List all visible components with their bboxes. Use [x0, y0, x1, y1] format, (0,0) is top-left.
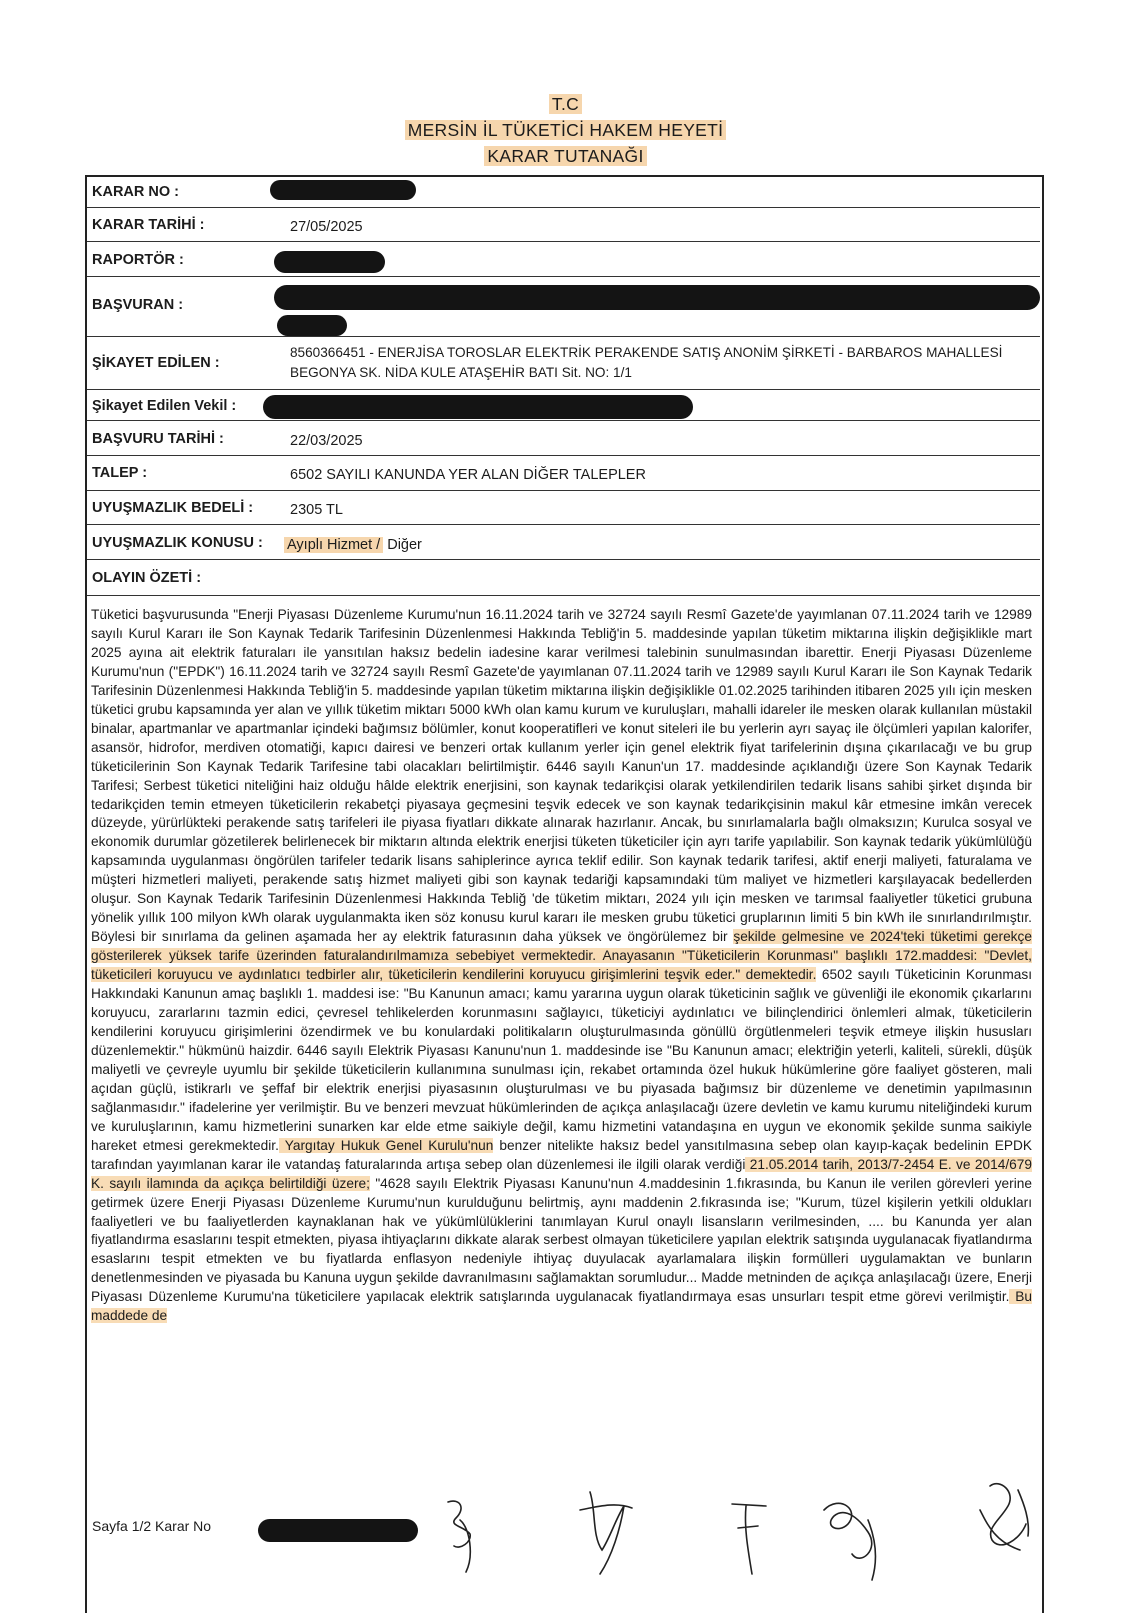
summary-text-1: Tüketici başvurusunda "Enerji Piyasası Düzenleme Kurumu'nun 16.11.2024 tarih ve 32724 sayılı Resmî Gazete'de yayımlanan 07.11.2024 tarih ve 12989 sayılı Kurul Kararı ile Son Kaynak Tedarik Tarifesinin Düzenlenmesi Hakkında Tebliğ'in 5. maddesinde yapılan tüketim miktarına ilişkin değişiklikle mart 2025 ayına ait elektrik faturaları ile yansıtılan haksız bedelin iadesine karar verilmesi talebinin sunulmasından ibarettir. Enerji Piyasası Düzenleme Kurumu'nun ("EPDK") 16.11.2024 tarih ve 32724 sayılı Resmî Gazete'de yayımlanan 07.11.2024 tarih ve 12989 sayılı Kurul Kararı ile Son Kaynak Tedarik Tarifesinin Düzenlenmesi Hakkında Tebliğ'in 5. maddesinde yapılan tüketim miktarına ilişkin değişiklikle 01.02.2025 tarihinden itibaren 2025 yılı için mesken tüketici grubu kapsamında yer alan ve yıllık tüketim miktarı 5000 kWh olan kamu kurum ve kuruluşları, mahalli idareler ile mesken olarak kullanılan müstakil binalar, apartmanlar ve apartmanlar içindeki bağımsız bölümler, konut kooperatifleri ve konut siteleri ile bu yerlerin ayrı sayaç ile ölçümleri yapılan kalorifer, asansör, hidrofor, merdiven otomatiği, kapıcı dairesi ve benzeri ortak kullanım yerler için genel elektrik fiyat tarifelerinin dışına çıkarılacağı ve bu grup tüketicilerinin Son Kaynak Tedarik Tarifesine tabi olacakları belirtilmiştir. 6446 sayılı Kanun'un 17. maddesinde açıklandığı üzere Son Kaynak Tedarik Tarifesi; Serbest tüketici niteliğini haiz olduğu hâlde elektrik enerjisini, son kaynak tedarikçisi olarak yetkilendirilen tedarik lisans sahibi şirket dışında bir tedarikçiden temin etmeyen tüketicilerin rekabetçi piyasaya geçmesini teşvik edecek ve son kaynak tedarikçisinin makul kâr etmesine imkân verecek düzeyde, yürürlükteki perakende satış tarifeleri ile piyasa fiyatları dikkate alınarak hazırlanır. Ancak, bu sınırlamalarla bağlı olmaksızın; Kurulca sosyal ve ekonomik durumlar gözetilerek belirlenecek bir miktarın altında elektrik enerjisi tüketen tüketiciler için ayrı tarife yapılabilir. Son kaynak tedarik yükümlülüğü kapsamında uygulanması öngörülen tarifeler tedarik lisans sahiplerince ayrıca teklif edilir. Son kaynak tedarik tarifesi, aktif enerji maliyeti, faturalama ve müşteri hizmetleri maliyeti, perakende satış hizmet maliyeti gibi son kaynak tedariği kapsamındaki tüm maliyet ve hizmetleri karşılayacak bedellerden oluşur. Son Kaynak Tedarik Tarifesinin Düzenlenmesi Hakkında Tebliğ 'de tüketim miktarı, 2024 yılı için mesken ve tarımsal faaliyetler tüketici grubuna yönelik yıllık 100 milyon kWh olarak uygulanmakta iken söz konusu kurul kararı ile mesken grubu tüketici gruplarının limiti 5 bin kWh ile sınırlandırılmıştır. Böylesi bir sınırlama da gelinen aşamada her ay elektrik faturasının daha yüksek ve öngörülemez bir [91, 607, 1032, 945]
karar-tarihi-label: KARAR TARİHİ : [92, 217, 205, 233]
summary-text-3: benzer nitelikte haksız bedel yansıtılmasına sebep olan kayıp-kaçak bedelinin EPDK tarafından yayımlanan karar ile vatandaş faturalarında artışa sebep olan düzenlemesi ile ilgili olarak verdiği [91, 1137, 1033, 1172]
konu-value-highlighted: Ayıplı Hizmet / [284, 537, 383, 553]
row-divider [87, 524, 1040, 525]
redaction [270, 180, 416, 200]
konu-label: UYUŞMAZLIK KONUSU : [92, 535, 263, 551]
summary-highlight-2: Yargıtay Hukuk Genel Kurulu'nun [278, 1137, 494, 1153]
row-divider [87, 207, 1040, 208]
talep-value: 6502 SAYILI KANUNDA YER ALAN DİĞER TALEPLER [290, 467, 646, 483]
sikayet-edilen-line2: BEGONYA SK. NİDA KULE ATAŞEHİR BATI Sit. NO: 1/1 [290, 365, 632, 380]
sikayet-edilen-label: ŞİKAYET EDİLEN : [92, 355, 220, 371]
summary-highlight-1: şekilde gelmesine ve 2024'teki tüketimi gerekçe gösterilerek yüksek tarife üzerinden faturalandırılmamıza sebebiyet vermektedir. Anayasanın "Tüketicilerin Korunması" başlıklı 172.maddesi: "Devlet, tüketicileri koruyucu ve aydınlatıcı tedbirler alır, tüketicilerin kendilerini koruyucu girişimlerini teşvik eder." demektedir. [91, 929, 1032, 983]
basvuru-tarihi-value: 22/03/2025 [290, 433, 363, 449]
bedel-value: 2305 TL [290, 502, 343, 518]
row-divider [87, 241, 1040, 242]
redaction [274, 251, 385, 273]
summary-highlight-3: 21.05.2014 tarih, 2013/7-2454 E. ve 2014/679 K. sayılı ilamında da açıkça belirtildiği üzere; [91, 1156, 1032, 1191]
signature-1 [448, 1501, 470, 1572]
row-divider [87, 276, 1040, 277]
karar-tarihi-value: 27/05/2025 [290, 219, 363, 235]
raportor-label: RAPORTÖR : [92, 252, 184, 268]
bedel-label: UYUŞMAZLIK BEDELİ : [92, 500, 254, 516]
row-divider [87, 490, 1040, 491]
row-divider [87, 336, 1040, 337]
page-footer [92, 1518, 211, 1534]
konu-value-other: Diğer [387, 537, 422, 553]
ozet-label: OLAYIN ÖZETİ : [92, 570, 202, 586]
signature-3 [732, 1504, 766, 1574]
signature-5 [980, 1484, 1028, 1550]
signatures [420, 1480, 1040, 1590]
basvuru-tarihi-label: BAŞVURU TARİHİ : [92, 431, 224, 447]
sikayet-edilen-line1: 8560366451 - ENERJİSA TOROSLAR ELEKTRİK PERAKENDE SATIŞ ANONİM ŞİRKETİ - BARBAROS MAHALLESİ [290, 345, 1003, 360]
signature-4 [824, 1503, 875, 1580]
summary-text-4: "4628 sayılı Elektrik Piyasası Kanunu'nun 4.maddesinin 1.fıkrasında, bu Kanun ile verilen görevleri yerine getirmek üzere Enerji Piyasası Düzenleme Kurumu'nun kurulduğunu belirtmiş, aynı maddenin 2.fıkrasında ise; "Kurum, tüzel kişilerin yetkili oldukları faaliyetleri ve bu faaliyetlerden kaynaklanan hak ve yükümlülüklerini tanımlayan Kurul onaylı lisansların verilmesinden, .... bu Kanunda yer alan fiyatlandırma esaslarını tespit etmekten, piyasa ihtiyaçlarını dikkate alarak serbest olmayan tüketicilere yapılan elektrik satışında uygulanacak fiyatlandırma esaslarını tespit etmekten ve bu fiyatlarda enflasyon nedeniyle ihtiyaç duyulacak ayarlamalara ilişkin formülleri uygulamaktan ve bunların denetlenmesinden ve piyasada bu Kanuna uygun şekilde davranılmasını sağlamaktan sorumludur... Madde metninden de açıkça anlaşılacağı üzere, Enerji Piyasası Düzenleme Kurumu'na tüketicilere yapılacak elektrik satışlarında uygulanacak fiyatlandırmaya esas unsurları tespit etme görevi verilmiştir. [91, 1175, 1032, 1305]
karar-no-label: KARAR NO : [92, 184, 179, 200]
signature-2 [580, 1492, 632, 1574]
basvuran-label: BAŞVURAN : [92, 297, 184, 313]
row-divider [87, 595, 1040, 596]
row-divider [87, 455, 1040, 456]
header-title: MERSİN İL TÜKETİCİ HAKEM HEYETİ [0, 120, 1131, 141]
redaction [263, 395, 693, 419]
redaction [274, 285, 1040, 310]
summary-paragraph [91, 606, 1032, 1326]
header-subtitle: KARAR TUTANAĞI [0, 146, 1131, 167]
vekil-label: Şikayet Edilen Vekil : [92, 398, 237, 414]
redaction [258, 1519, 418, 1542]
konu-value [284, 537, 422, 553]
row-divider [87, 389, 1040, 390]
summary-text-2: 6502 sayılı Tüketicinin Korunması Hakkındaki Kanunun amaç başlıklı 1. maddesi ise: "Bu Kanunun amacı; kamu yararına uygun olarak tüketicinin sağlık ve güvenliği ile ekonomik çıkarlarını koruyucu, zararlarını tazmin edici, çevresel tehlikelerden korunmasını sağlayıcı, tüketiciyi aydınlatıcı ve bilinçlendirici önlemleri almak, tüketicilerin kendilerini koruyucu girişimlerini özendirmek ve bu konulardaki politikaların oluşturulmasında gönüllü örgütlenmeleri teşvik etmeye ilişkin hususları düzenlemektir." hükmünü haizdir. 6446 sayılı Elektrik Piyasası Kanunu'nun 1. maddesinde ise "Bu Kanunun amacı; elektriğin yeterli, kaliteli, sürekli, düşük maliyetli ve çevreyle uyumlu bir şekilde tüketicilerin kullanımına sunulması için, rekabet ortamında özel hukuk hükümlerine göre faaliyet gösteren, mali açıdan güçlü, istikrarlı ve şeffaf bir elektrik enerjisi piyasasının oluşturulması ve bu piyasada bağımsız bir düzenleme ve denetimin yapılmasının sağlanmasıdır." ifadelerine yer verilmiştir. Bu ve benzeri mevzuat hükümlerinden de açıkça anlaşılacağı üzere devletin ve kamu kurumu niteliğindeki kurum ve kuruluşlarının, kamu hizmetlerini sunarken kar elde etme saikiyle değil, kamu hizmetini vatandaşına en uygun ve ekonomik şekilde sunma saikiyle hareket etmesi gerekmektedir. [91, 967, 1033, 1153]
summary-highlight-4: Bu maddede de [91, 1289, 1032, 1324]
redaction [277, 315, 347, 336]
talep-label: TALEP : [92, 465, 148, 481]
row-divider [87, 559, 1040, 560]
summary-body [91, 606, 1032, 1326]
row-divider [87, 420, 1040, 421]
footer-page-label: Sayfa 1/2 Karar No [92, 1518, 212, 1534]
header-tc: T.C [0, 94, 1131, 115]
